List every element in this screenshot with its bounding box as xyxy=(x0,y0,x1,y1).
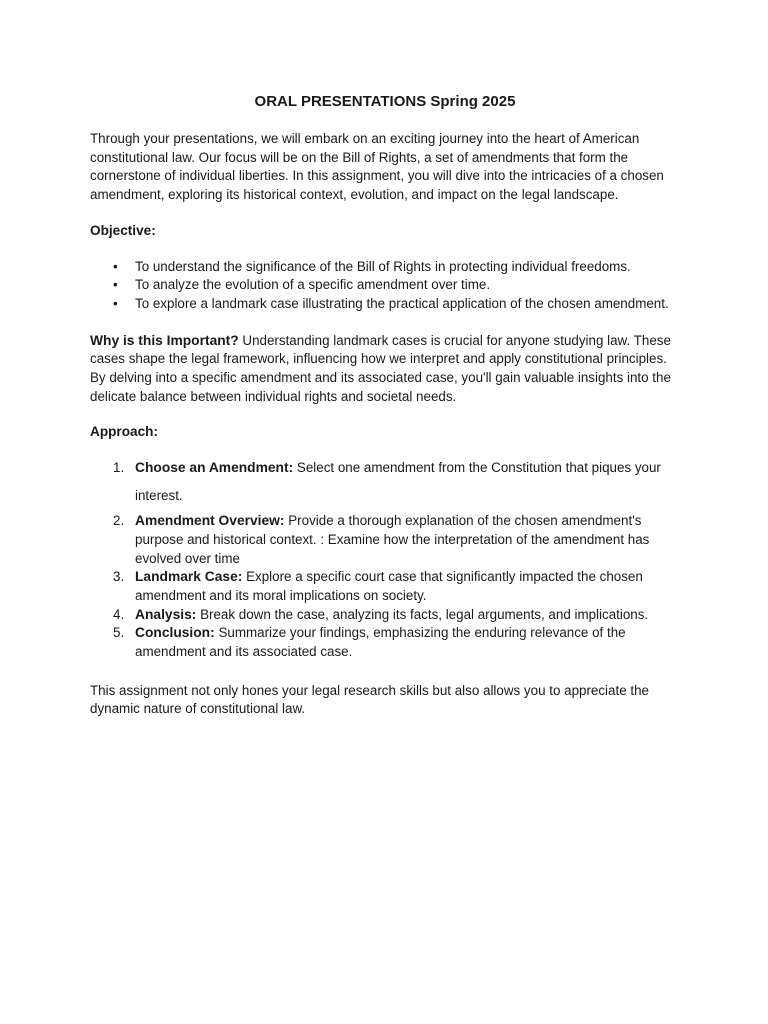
page-title: ORAL PRESENTATIONS Spring 2025 xyxy=(254,93,516,110)
step-text: Provide a thorough explanation of the chosen amendment's purpose and historical context. : Examine how the interpretation of the amendment has evolved over time xyxy=(135,513,650,566)
approach-step xyxy=(113,606,680,625)
step-label: Landmark Case: xyxy=(135,569,243,585)
objective-heading: Objective: xyxy=(90,222,156,238)
objective-item: • To understand the significance of the Bill of Rights in protecting individual freedoms. xyxy=(135,258,680,277)
step-number: 1. xyxy=(113,460,125,476)
document-page xyxy=(90,92,680,719)
approach-step xyxy=(113,512,680,568)
step-text: Break down the case, analyzing its facts, legal arguments, and implications. xyxy=(196,606,649,622)
step-number: 5. xyxy=(113,625,125,641)
step-number: 4. xyxy=(113,606,125,622)
step-number: 2. xyxy=(113,513,125,529)
why-important-label: Why is this Important? xyxy=(90,332,239,348)
step-text: Summarize your findings, emphasizing the enduring relevance of the amendment and its associated case. xyxy=(135,625,626,660)
step-label: Choose an Amendment: xyxy=(135,460,294,476)
why-important-text: Understanding landmark cases is crucial for anyone studying law. These cases shape the legal framework, influencing how we interpret and apply constitutional principles. By delving into a specific amendment and its associated case, you'll gain valuable insights into the delicate balance between individual rights and societal needs. xyxy=(90,332,671,404)
approach-heading: Approach: xyxy=(90,424,158,440)
step-number: 3. xyxy=(113,569,125,585)
objectives-list xyxy=(90,258,680,314)
step-label: Conclusion: xyxy=(135,625,215,641)
why-important-paragraph xyxy=(90,332,680,407)
step-text: Explore a specific court case that significantly impacted the chosen amendment and its moral implications on society. xyxy=(135,569,643,603)
step-label: Amendment Overview: xyxy=(135,513,285,529)
objective-item: • To analyze the evolution of a specific amendment over time. xyxy=(135,276,680,295)
approach-step xyxy=(113,568,680,605)
objective-item: • To explore a landmark case illustrating the practical application of the chosen amendment. xyxy=(135,295,680,314)
approach-list xyxy=(90,454,680,662)
closing-paragraph: This assignment not only hones your legal research skills but also allows you to appreciate the dynamic nature of constitutional law. xyxy=(90,682,649,717)
approach-step xyxy=(113,454,680,510)
approach-step xyxy=(113,624,680,661)
step-label: Analysis: xyxy=(135,606,197,622)
step-text: Select one amendment from the Constitution that piques your interest. xyxy=(135,460,661,504)
intro-paragraph: Through your presentations, we will embark on an exciting journey into the heart of American constitutional law. Our focus will be on the Bill of Rights, a set of amendments that form the cornerstone of individual liberties. In this assignment, you will dive into the intricacies of a chosen amendment, exploring its historical context, evolution, and impact on the legal landscape. xyxy=(90,131,664,203)
